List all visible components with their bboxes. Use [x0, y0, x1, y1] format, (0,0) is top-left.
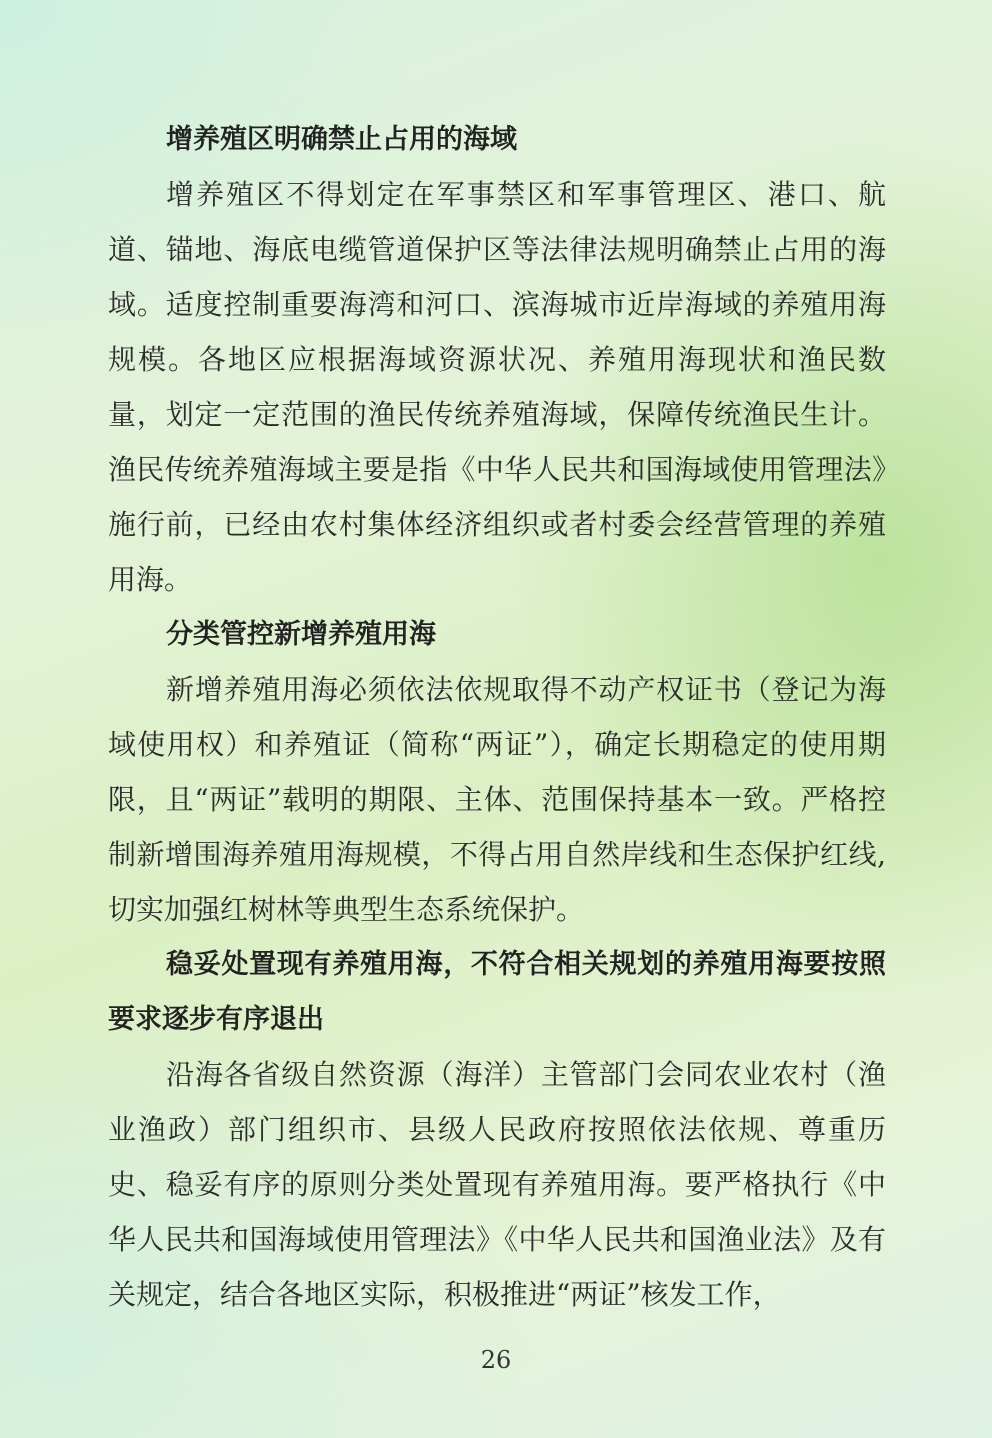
section-paragraph-1: 增养殖区不得划定在军事禁区和军事管理区、港口、航道、锚地、海底电缆管道保护区等法律法规明确禁止占用的海域。适度控制重要海湾和河口、滨海城市近岸海域的养殖用海规模。各地区应根据海域资源状况、养殖用海现状和渔民数量，划定一定范围的渔民传统养殖海域，保障传统渔民生计。渔民传统养殖海域主要是指《中华人民共和国海域使用管理法》施行前，已经由农村集体经济组织或者村委会经营管理的养殖用海。	[108, 178, 886, 596]
document-body	[108, 112, 886, 1322]
section-heading-2: 分类管控新增养殖用海	[166, 619, 436, 650]
section-heading-3: 稳妥处置现有养殖用海，不符合相关规划的养殖用海要按照要求逐步有序退出	[108, 949, 886, 1035]
section-paragraph-3: 沿海各省级自然资源（海洋）主管部门会同农业农村（渔业渔政）部门组织市、县级人民政府按照依法依规、尊重历史、稳妥有序的原则分类处置现有养殖用海。要严格执行《中华人民共和国海域使用管理法》《中华人民共和国渔业法》及有关规定，结合各地区实际，积极推进“两证”核发工作，	[108, 1058, 886, 1311]
page-number: 26	[480, 1346, 512, 1374]
section-heading-1: 增养殖区明确禁止占用的海域	[166, 124, 517, 155]
section-paragraph-2: 新增养殖用海必须依法依规取得不动产权证书（登记为海域使用权）和养殖证（简称“两证”），确定长期稳定的使用期限，且“两证”载明的期限、主体、范围保持基本一致。严格控制新增围海养殖用海规模，不得占用自然岸线和生态保护红线,切实加强红树林等典型生态系统保护。	[108, 673, 886, 926]
